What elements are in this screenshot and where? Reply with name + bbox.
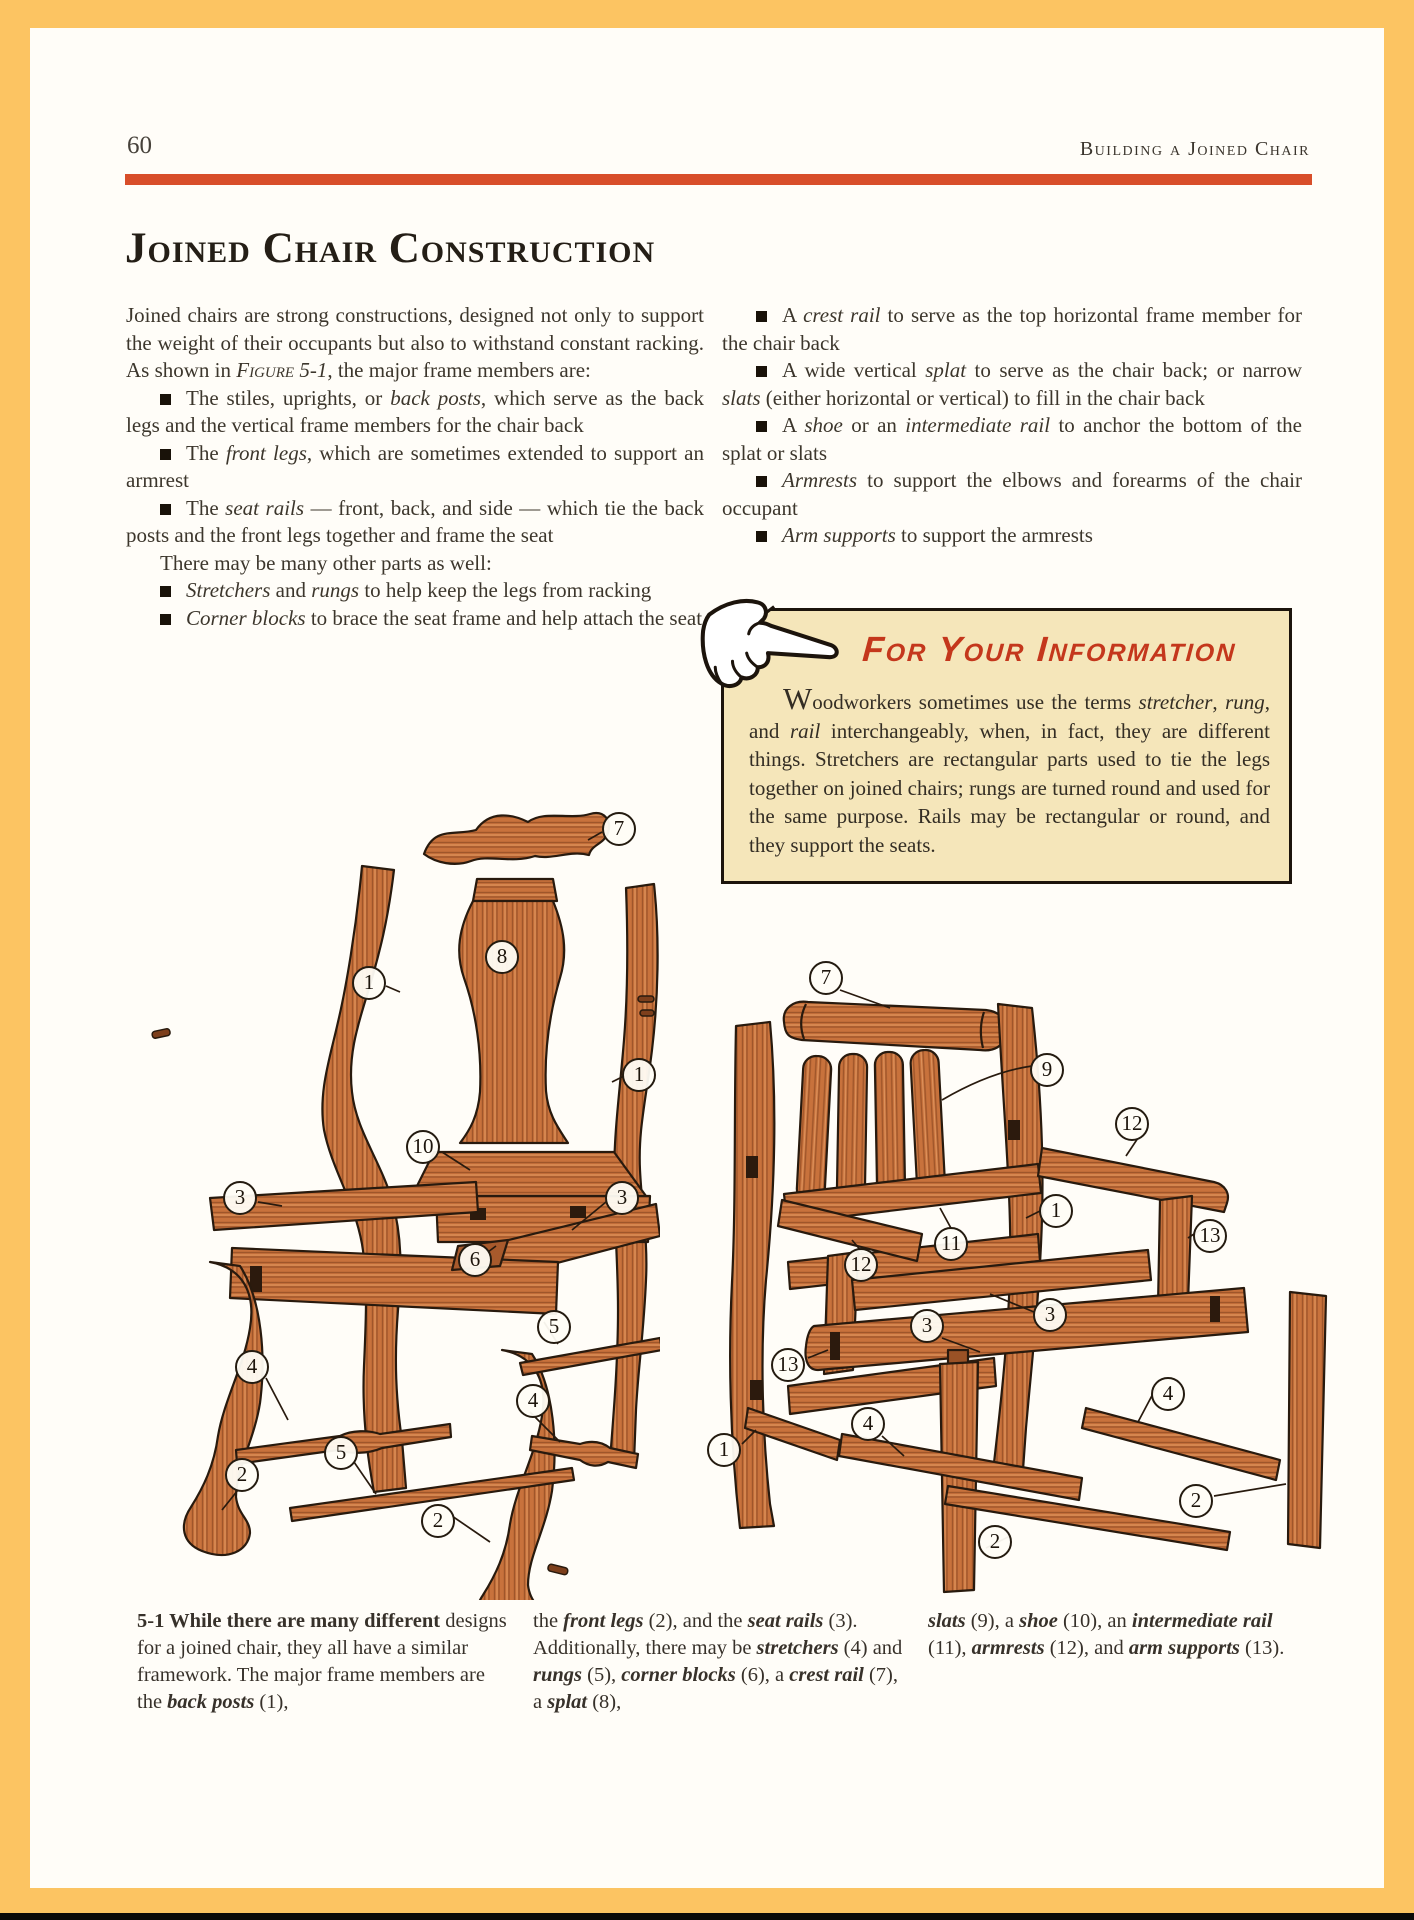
left-callout-3: 3 bbox=[605, 1181, 639, 1215]
stretchers-part bbox=[236, 1338, 660, 1521]
right-text-column bbox=[722, 302, 1302, 550]
right-callout-13: 13 bbox=[771, 1348, 805, 1382]
bullet-item bbox=[722, 357, 1302, 412]
right-callout-1: 1 bbox=[1039, 1194, 1073, 1228]
figure-caption-col2: the front legs (2), and the seat rails (3). Additionally, there may be stretchers (4) and rungs (5), corner blocks (6), a crest rail (7), a splat (8), bbox=[533, 1610, 903, 1713]
right-callout-1: 1 bbox=[707, 1433, 741, 1467]
left-callout-8: 8 bbox=[485, 940, 519, 974]
figure-caption-col3: slats (9), a shoe (10), an intermediate rail (11), armrests (12), and arm supports (13). bbox=[928, 1610, 1285, 1659]
crest-rail-part bbox=[424, 813, 609, 864]
bullet-text: The seat rails — front, back, and side — which tie the back posts and the front legs together and frame the seat bbox=[126, 495, 704, 547]
left-callout-3: 3 bbox=[223, 1181, 257, 1215]
right-chair-illustration bbox=[690, 960, 1330, 1600]
bullet-text: Corner blocks to brace the seat frame and help attach the seat bbox=[186, 605, 703, 630]
bullet-item bbox=[722, 467, 1302, 522]
arm-support-right-part bbox=[1158, 1196, 1192, 1306]
left-callout-5: 5 bbox=[537, 1310, 571, 1344]
bullet-item bbox=[722, 412, 1302, 467]
bullet-square-icon bbox=[160, 614, 171, 625]
left-callout-1: 1 bbox=[352, 966, 386, 1000]
bullet-text: A wide vertical splat to serve as the chair back; or narrow slats (either horizontal or vertical) to fill in the chair back bbox=[722, 358, 1302, 410]
bullet-square-icon bbox=[160, 394, 171, 405]
right-callout-3: 3 bbox=[910, 1309, 944, 1343]
bullet-text: Armrests to support the elbows and forearms of the chair occupant bbox=[722, 468, 1302, 520]
page bbox=[30, 28, 1384, 1888]
bullet-item bbox=[126, 385, 704, 440]
bullet-item bbox=[126, 605, 704, 633]
other-parts-paragraph: There may be many other parts as well: bbox=[160, 550, 492, 575]
right-callout-12: 12 bbox=[1115, 1107, 1149, 1141]
left-callout-2: 2 bbox=[225, 1458, 259, 1492]
bullet-item bbox=[126, 495, 704, 550]
right-callout-3: 3 bbox=[1033, 1298, 1067, 1332]
left-callout-10: 10 bbox=[406, 1130, 440, 1164]
section-title: Joined Chair Construction bbox=[125, 225, 656, 272]
page-number: 60 bbox=[127, 132, 152, 159]
left-callout-2: 2 bbox=[421, 1504, 455, 1538]
left-callout-4: 4 bbox=[516, 1384, 550, 1418]
left-text-column bbox=[126, 302, 704, 632]
right-callout-4: 4 bbox=[1151, 1377, 1185, 1411]
bullet-square-icon bbox=[756, 421, 767, 432]
for-your-information-box bbox=[721, 608, 1292, 884]
right-callout-7: 7 bbox=[809, 961, 843, 995]
fyi-body: Woodworkers sometimes use the terms stretcher, rung, and rail interchangeably, when, in fact, they are different things. Stretchers are rectangular parts used to tie the legs together on joined chairs; rungs are turned round and used for the same purpose. Rails may be rectangular or round, and they support the seats. bbox=[749, 681, 1270, 857]
bullet-text: A shoe or an intermediate rail to anchor the bottom of the splat or slats bbox=[722, 413, 1303, 465]
bullet-text: The stiles, uprights, or back posts, which serve as the back legs and the vertical frame members for the chair back bbox=[126, 385, 704, 437]
right-callout-13: 13 bbox=[1193, 1219, 1227, 1253]
crest-rail-part bbox=[784, 1002, 1007, 1051]
right-callout-2: 2 bbox=[1179, 1484, 1213, 1518]
left-chair-illustration bbox=[140, 800, 660, 1600]
bullet-square-icon bbox=[160, 504, 171, 515]
figure-caption-col1: 5-1 While there are many different designs for a joined chair, they all have a similar framework. The major frame members are the back posts (1), bbox=[137, 1610, 507, 1713]
header-rule bbox=[125, 174, 1312, 185]
bullet-text: The front legs, which are sometimes extended to support an armrest bbox=[126, 440, 704, 492]
running-head: Building a Joined Chair bbox=[1079, 138, 1310, 160]
right-callout-11: 11 bbox=[934, 1227, 968, 1261]
left-callout-1: 1 bbox=[622, 1058, 656, 1092]
bullet-text: A crest rail to serve as the top horizontal frame member for the chair back bbox=[722, 303, 1302, 355]
bullet-square-icon bbox=[160, 449, 171, 460]
fyi-title: For Your Information bbox=[861, 630, 1238, 669]
bullet-item bbox=[126, 440, 704, 495]
right-callout-9: 9 bbox=[1030, 1053, 1064, 1087]
figure-queen-anne-chair bbox=[140, 800, 660, 1600]
right-callout-12: 12 bbox=[844, 1248, 878, 1282]
bullet-item bbox=[126, 577, 704, 605]
bullet-square-icon bbox=[756, 366, 767, 377]
left-callout-5: 5 bbox=[324, 1436, 358, 1470]
bottom-edge bbox=[0, 1913, 1414, 1920]
right-callout-4: 4 bbox=[851, 1407, 885, 1441]
bullet-square-icon bbox=[756, 311, 767, 322]
left-callout-7: 7 bbox=[602, 812, 636, 846]
bullet-square-icon bbox=[160, 586, 171, 597]
figure-slat-back-armchair bbox=[690, 960, 1330, 1600]
splat-part bbox=[459, 879, 568, 1143]
bullet-item bbox=[722, 302, 1302, 357]
left-callout-4: 4 bbox=[235, 1350, 269, 1384]
intro-paragraph: Joined chairs are strong constructions, designed not only to support the weight of their occupants but also to withstand constant racking. As shown in Figure 5-1, the major frame members are: bbox=[126, 303, 704, 382]
bullet-text: Arm supports to support the armrests bbox=[782, 523, 1093, 547]
bullet-square-icon bbox=[756, 531, 767, 542]
right-callout-2: 2 bbox=[978, 1525, 1012, 1559]
left-callout-6: 6 bbox=[458, 1243, 492, 1277]
bullet-square-icon bbox=[756, 476, 767, 487]
bullet-item bbox=[722, 522, 1302, 550]
bullet-text: Stretchers and rungs to help keep the legs from racking bbox=[186, 578, 652, 602]
back-post-left-part bbox=[322, 866, 406, 1492]
